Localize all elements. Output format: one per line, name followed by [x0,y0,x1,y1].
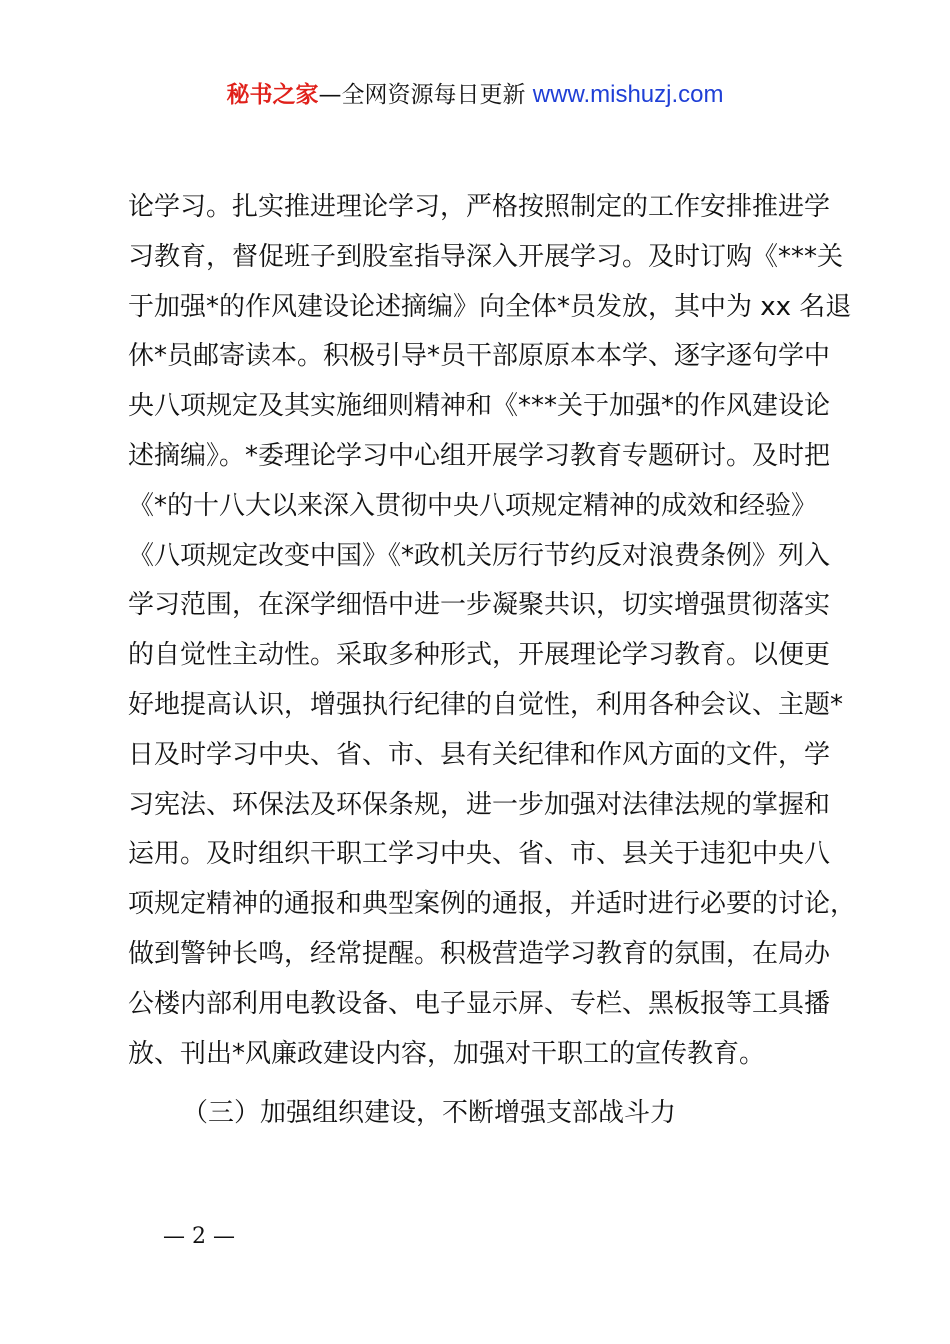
body-line: 论学习。扎实推进理论学习，严格按照制定的工作安排推进学 [128,192,831,222]
body-line: 于加强*的作风建设论述摘编》向全体*员发放，其中为 xx 名退 [128,291,852,322]
header-separator: — [318,82,342,108]
body-line: 习教育，督促班子到股室指导深入开展学习。及时订购《***关 [128,241,844,272]
body-line: 央八项规定及其实施细则精神和《***关于加强*的作风建设论 [128,391,831,422]
body-line: 休*员邮寄读本。积极引导*员干部原原本本学、逐字逐句学中 [128,341,831,372]
body-line: 运用。及时组织干职工学习中央、省、市、县关于违犯中央八 [128,839,831,870]
body-line: 好地提高认识，增强执行纪律的自觉性，利用各种会议、主题* [128,689,844,720]
header-brand: 秘书之家 [226,82,319,108]
body-line: 学习范围，在深学细悟中进一步凝聚共识，切实增强贯彻落实 [128,590,831,621]
body-line: 项规定精神的通报和典型案例的通报，并适时进行必要的讨论， [128,889,857,920]
body-line: 习宪法、环保法及环保条规，进一步加强对法律法规的掌握和 [128,789,831,820]
body-line: 《八项规定改变中国》《*政机关厉行节约反对浪费条例》列入 [128,540,831,571]
body-line: 公楼内部利用电教设备、电子显示屏、专栏、黑板报等工具播 [128,988,831,1019]
section-heading: （三）加强组织建设，不断增强支部战斗力 [182,1098,677,1128]
body-paragraph [128,183,857,1079]
header-url[interactable]: www.mishuzj.com [532,81,724,108]
header-tagline: 全网资源每日更新 [341,82,526,108]
body-line: 日及时学习中央、省、市、县有关纪律和作风方面的文件，学 [128,739,831,770]
body-line: 述摘编》。*委理论学习中心组开展学习教育专题研讨。及时把 [128,440,831,471]
body-line: 放、刊出*风廉政建设内容，加强对干职工的宣传教育。 [128,1038,766,1069]
page-header [0,80,950,110]
body-line: 的自觉性主动性。采取多种形式，开展理论学习教育。以便更 [128,640,831,671]
body-line: 做到警钟长鸣，经常提醒。积极营造学习教育的氛围，在局办 [128,938,831,969]
page-number: — 2 — [163,1224,235,1249]
body-line: 《*的十八大以来深入贯彻中央八项规定精神的成效和经验》 [128,490,818,521]
